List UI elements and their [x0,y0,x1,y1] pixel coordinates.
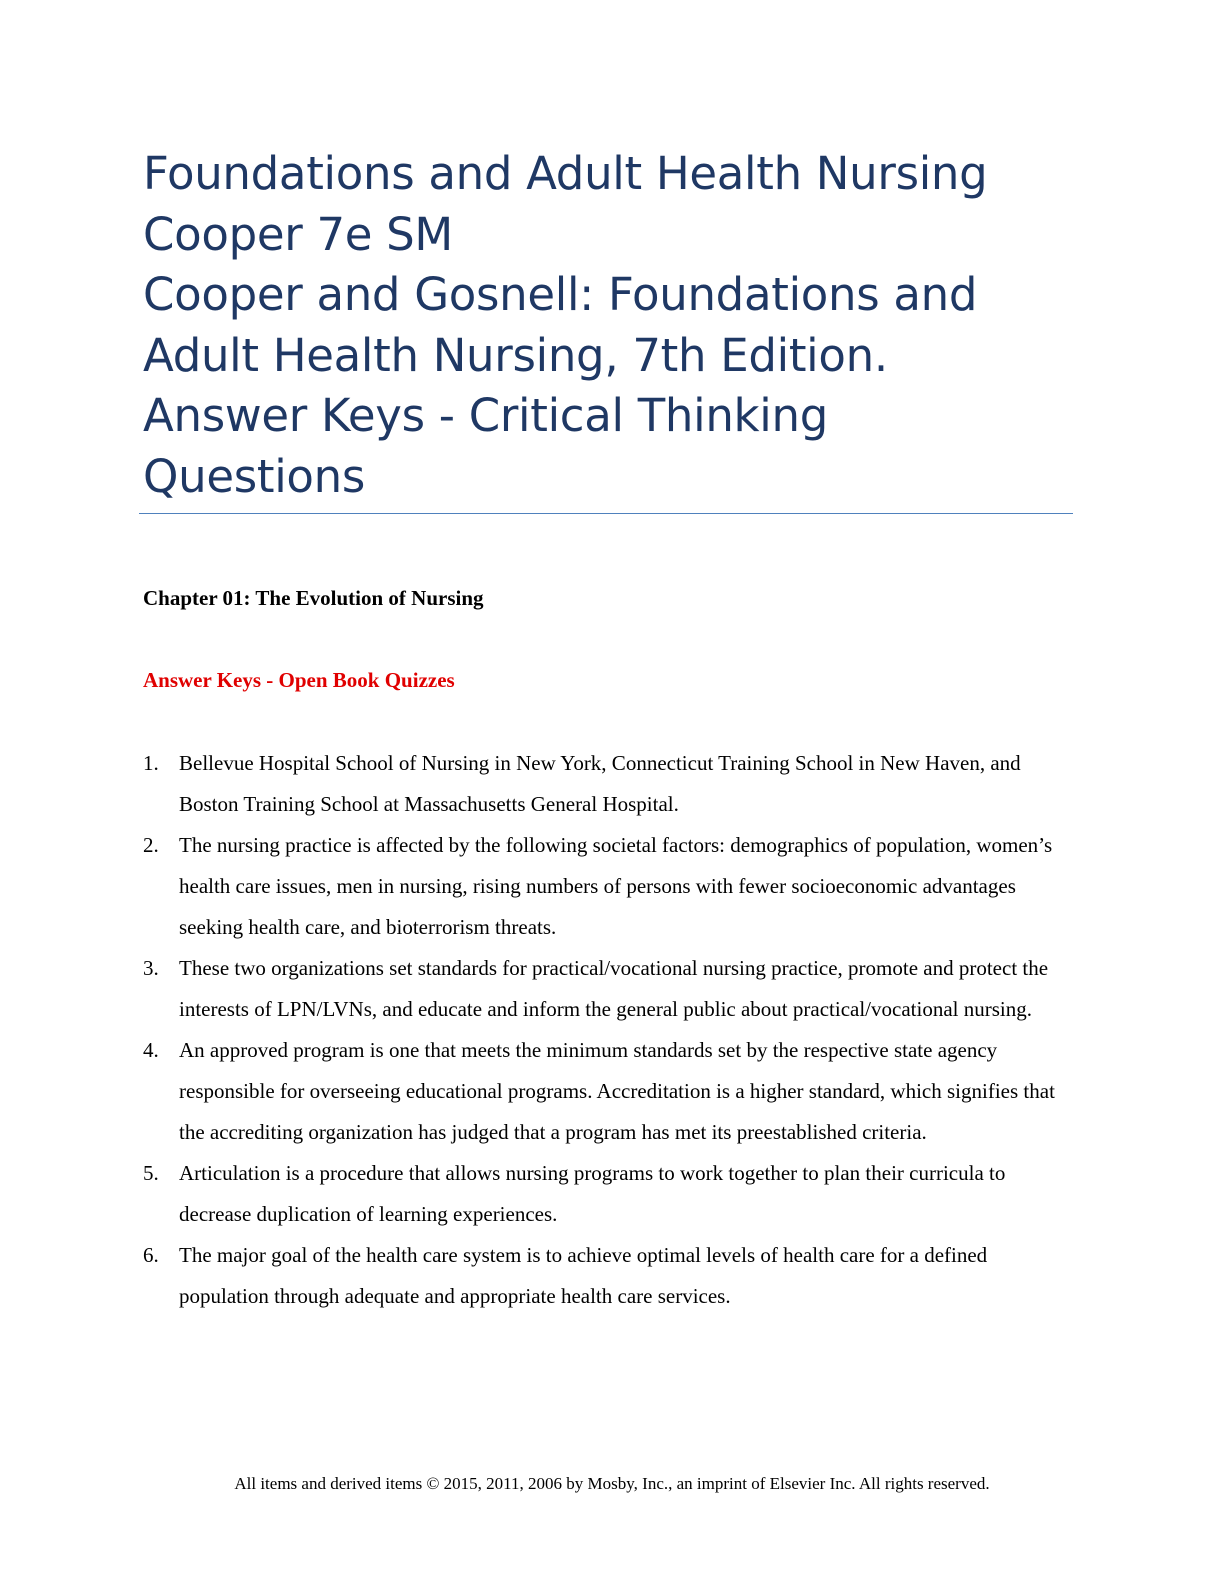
answer-list [143,743,1073,1317]
answer-item [143,825,1073,948]
title-line: Answer Keys - Critical Thinking [143,389,828,442]
answer-number: 2. [143,833,159,857]
title-divider [139,513,1073,514]
answer-text: The major goal of the health care system is to achieve optimal levels of health care for a defined population through adequate and appropriate health care services. [179,1243,988,1308]
section-heading: Answer Keys - Open Book Quizzes [143,668,455,692]
answer-text: The nursing practice is affected by the following societal factors: demographics of population, women’s health care issues, men in nursing, rising numbers of persons with fewer socioeconomic advantages seeking health care, and bioterrorism threats. [179,833,1053,939]
document-title [143,144,1074,507]
answer-item [143,1030,1073,1153]
answer-item [143,743,1073,825]
answer-number: 4. [143,1038,159,1062]
answer-number: 6. [143,1243,159,1267]
answer-text: An approved program is one that meets the minimum standards set by the respective state agency responsible for overseeing educational programs. Accreditation is a higher standard, which signifies that the accrediting organization has judged that a program has met its preestablished criteria. [179,1038,1055,1144]
title-line: Foundations and Adult Health Nursing [143,147,988,200]
answer-number: 5. [143,1161,159,1185]
copyright-footer: All items and derived items © 2015, 2011, 2006 by Mosby, Inc., an imprint of Elsevier Inc. All rights reserved. [234,1474,990,1493]
answer-text: Articulation is a procedure that allows nursing programs to work together to plan their curricula to decrease duplication of learning experiences. [179,1161,1006,1226]
answer-number: 3. [143,956,159,980]
title-line: Cooper and Gosnell: Foundations and [143,268,978,321]
answer-item [143,1235,1073,1317]
answer-number: 1. [143,751,159,775]
title-line: Adult Health Nursing, 7th Edition. [143,328,888,382]
answer-item [143,1153,1073,1235]
title-line: Cooper 7e SM [143,207,453,261]
title-line: Questions [143,449,366,503]
answer-text: Bellevue Hospital School of Nursing in New York, Connecticut Training School in New Haven, and Boston Training School at Massachusetts General Hospital. [179,751,1021,816]
chapter-heading: Chapter 01: The Evolution of Nursing [143,586,484,610]
answer-item [143,948,1073,1030]
answer-text: These two organizations set standards for practical/vocational nursing practice, promote and protect the interests of LPN/LVNs, and educate and inform the general public about practical/vocational nursing. [179,956,1049,1021]
